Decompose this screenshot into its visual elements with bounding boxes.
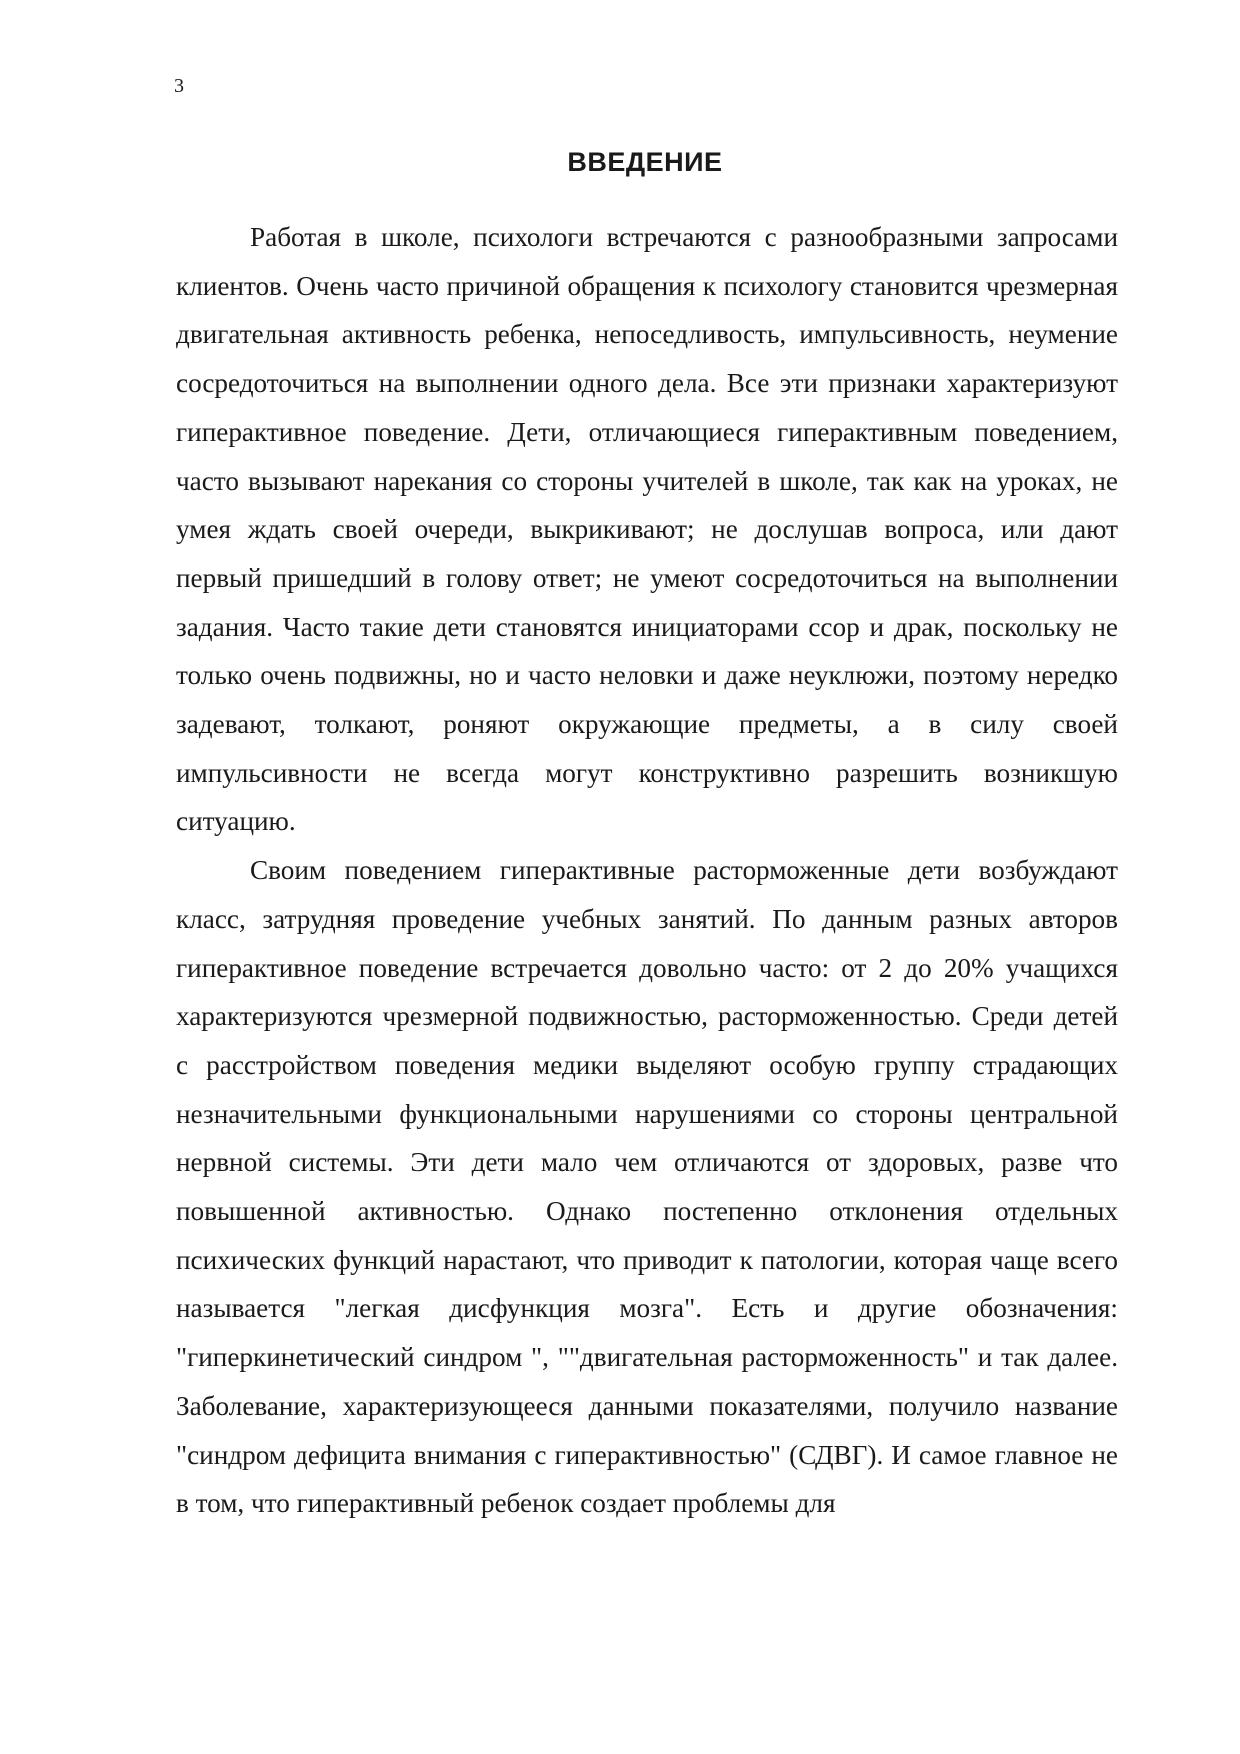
paragraph: Своим поведением гиперактивные расторможенные дети возбуждают класс, затрудняя проведение учебных занятий. По данным разных авторов гиперактивное поведение встречается довольно часто: от 2 до 20% учащихся характеризуются чрезмерной подвижностью, расторможенностью. Среди детей с расстройством поведения медики выделяют особую группу страдающих незначительными функциональными нарушениями со стороны центральной нервной системы. Эти дети мало чем отличаются от здоровых, разве что повышенной активностью. Однако постепенно отклонения отдельных психических функций нарастают, что приводит к патологии, которая чаще всего называется "легкая дисфункция мозга". Есть и другие обозначения: "гиперкинетический синдром ", ""двигательная расторможенность" и так далее. Заболевание, характеризующееся данными показателями, получило название "синдром дефицита внимания с гиперактивностью" (СДВГ). И самое главное не в том, что гиперактивный ребенок создает проблемы для	[176, 855, 1118, 1519]
page-title: ВВЕДЕНИЕ	[567, 147, 723, 177]
page-number: 3	[174, 75, 184, 97]
paragraph: Работая в школе, психологи встречаются с разнообразными запросами клиентов. Очень часто причиной обращения к психологу становится чрезмерная двигательная активность ребенка, непоседливость, импульсивность, неумение сосредоточиться на выполнении одного дела. Все эти признаки характеризуют гиперактивное поведение. Дети, отличающиеся гиперактивным поведением, часто вызывают нарекания со стороны учителей в школе, так как на уроках, не умея ждать своей очереди, выкрикивают; не дослушав вопроса, или дают первый пришедший в голову ответ; не умеют сосредоточиться на выполнении задания. Часто такие дети становятся инициаторами ссор и драк, поскольку не только очень подвижны, но и часто неловки и даже неуклюжи, поэтому нередко задевают, толкают, роняют окружающие предметы, а в силу своей импульсивности не всегда могут конструктивно разрешить возникшую ситуацию.	[176, 222, 1118, 837]
body-text	[176, 213, 1118, 1528]
